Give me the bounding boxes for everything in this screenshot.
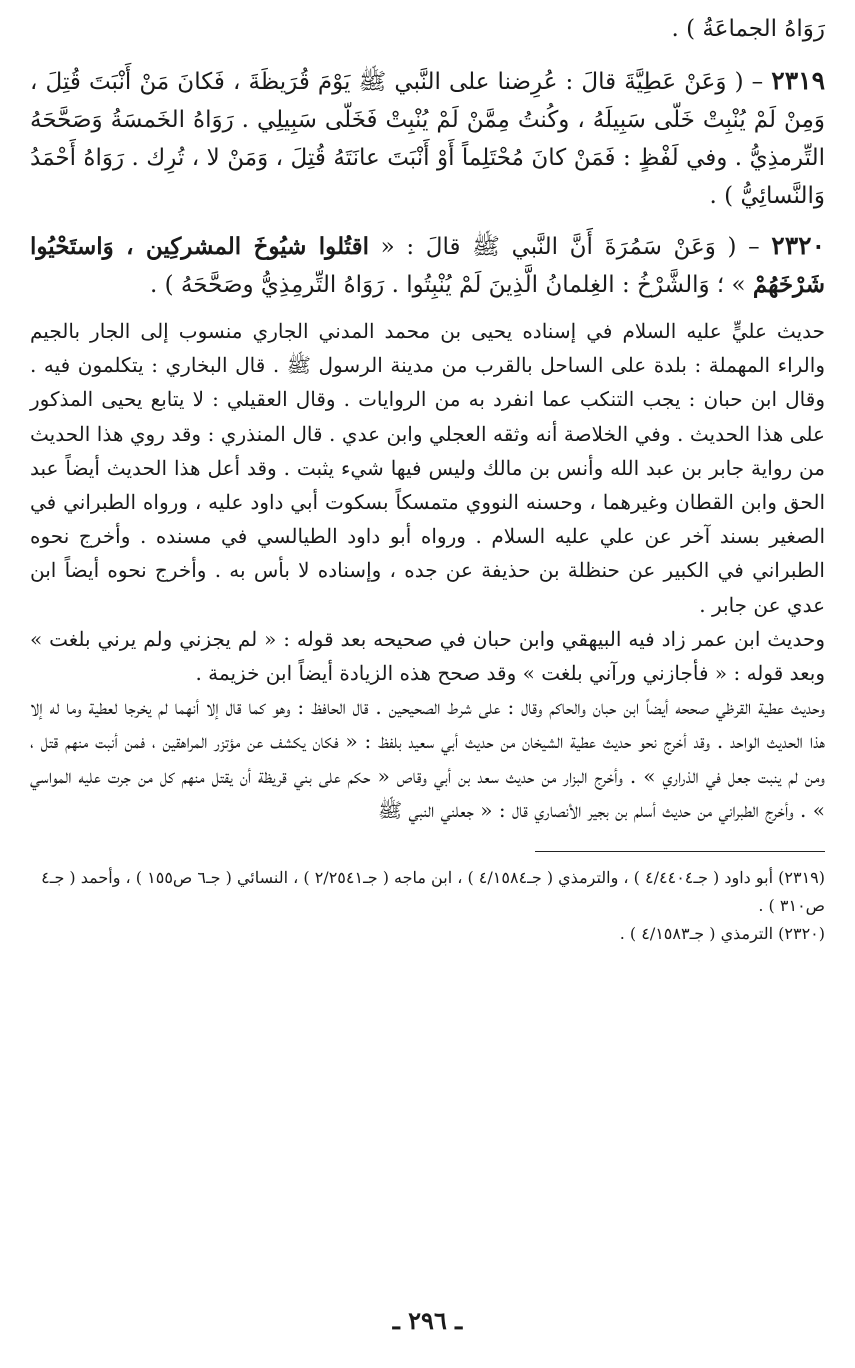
- footnote: (٢٣٢٠) الترمذي ( جـ٤/١٥٨٣ ) .: [619, 924, 825, 944]
- hadith-text-start: – ( وَعَنْ سَمُرَةَ أَنَّ النَّبي ﷺ قالَ : «: [380, 234, 760, 260]
- commentary-paragraph: حديث عليٍّ عليه السلام في إسناده يحيى بن محمد المدني الجاري منسوب إلى الجار بالجيم والراء المهملة : بلدة على الساحل بالقرب من مدينة الرسول ﷺ . قال البخاري : يتكلمون فيه . وقال ابن حبان : يجب التنكب عما انفرد به من الروايات . وقال العقيلي : لا يتابع يحيى المذكور على هذا الحديث . وفي الخلاصة أنه وثقه العجلي وابن عدي . قال المنذري : وقد روي هذا الحديث من رواية جابر بن عبد الله وأنس بن مالك وليس فيها شيء يثبت . وقد أعل هذا الحديث أيضاً عبد الحق وابن القطان وغيرهما ، وحسنه النووي متمسكاً بسكوت أبي داود عليه ، ورواه الطبراني في الصغير بسند آخر عن علي عليه السلام . ورواه أبو داود الطيالسي في مسنده . وأخرج نحوه الطبراني في الكبير عن حنظلة بن حذيفة عن جده ، وإسناده لا بأس به . وأخرج نحوه أيضاً ابن عدي عن جابر .: [30, 319, 826, 617]
- footnote-divider: [535, 851, 825, 852]
- hadith-number: ٢٣١٩: [771, 66, 826, 95]
- page-number: ـ ٢٩٦ ـ: [392, 1306, 463, 1335]
- hadith-2320: [30, 227, 825, 304]
- hadith-text-end: » ؛ وَالشَّرْخُ : الغِلمانُ الَّذِينَ لَمْ يُنْبِتُوا . رَوَاهُ التِّرمِذِيُّ وصَحَّحَهُ ) .: [150, 272, 746, 298]
- commentary-section: [30, 314, 825, 827]
- footnotes-section: [30, 864, 825, 948]
- hadith-section: [30, 10, 825, 304]
- carry-over-line: رَوَاهُ الجماعَةُ ) .: [671, 16, 825, 42]
- book-page: [30, 10, 825, 948]
- commentary-paragraph: وحديث عطية القرظي صححه أيضاً ابن حبان والحاكم وقال : على شرط الصحيحين . قال الحافظ : وهو كما قال إلا أنهما لم يخرجا لعطية وما له إلا هذا الحديث الواحد . وقد أخرج نحو حديث عطية الشيخان من حديث أبي سعيد بلفظ : « فكان يكشف عن مؤتزر المراهقين ، فمن أنبت منهم قتل ، ومن لم ينبت جعل في الذراري » . وأخرج البزار من حديث سعد بن أبي وقاص « حكم على بني قريظة أن يقتل منهم كل من جرت عليه المواسي » . وأخرج الطبراني من حديث أسلم بن بجير الأنصاري قال : « جعلني النبي ﷺ: [30, 695, 825, 822]
- footnote: (٢٣١٩) أبو داود ( جـ٤/٤٤٠٤ ) ، والترمذي ( جـ٤/١٥٨٤ ) ، ابن ماجه ( جـ٢/٢٥٤١ ) ، النسائي ( جـ٦ ص١٥٥ ) ، وأحمد ( جـ٤ ص٣١٠ ) .: [41, 868, 825, 916]
- spacer: [30, 48, 825, 62]
- hadith-quote-bold: اقتُلوا شيُوخَ المشركِين ، وَاستَحْيُوا شَرْخَهُمْ: [30, 233, 825, 298]
- hadith-2319: [30, 62, 825, 215]
- hadith-number: ٢٣٢٠: [771, 231, 826, 260]
- hadith-text: – ( وَعَنْ عَطِيَّةَ قالَ : عُرِضنا على النَّبي ﷺ يَوْمَ قُرَيظَةَ ، فَكانَ مَنْ أَنْبَتَ قُتِلَ ، وَمِنْ لَمْ يُنْبِتْ خَلّى سَبِيلَهُ ، وكُنتُ مِمَّنْ لَمْ يُنْبِتْ فَخَلّى سَبِيلِي . رَوَاهُ الخَمسَةُ وَصَحَّحَهُ التِّرمذِيُّ . وفي لَفْظٍ : فَمَنْ كانَ مُحْتَلِماً أَوْ أَنْبَتَ عانَتَهُ قُتِلَ ، وَمَنْ لا ، تُرِك . رَوَاهُ أَحْمَدُ وَالنَّسائِيُّ ) .: [30, 69, 825, 209]
- spacer: [30, 215, 825, 227]
- commentary-paragraph: وحديث ابن عمر زاد فيه البيهقي وابن حبان في صحيحه بعد قوله : « لم يجزني ولم يرني بلغت » وبعد قوله : « فأجازني ورآني بلغت » وقد صحح هذه الزيادة أيضاً ابن خزيمة .: [30, 626, 825, 686]
